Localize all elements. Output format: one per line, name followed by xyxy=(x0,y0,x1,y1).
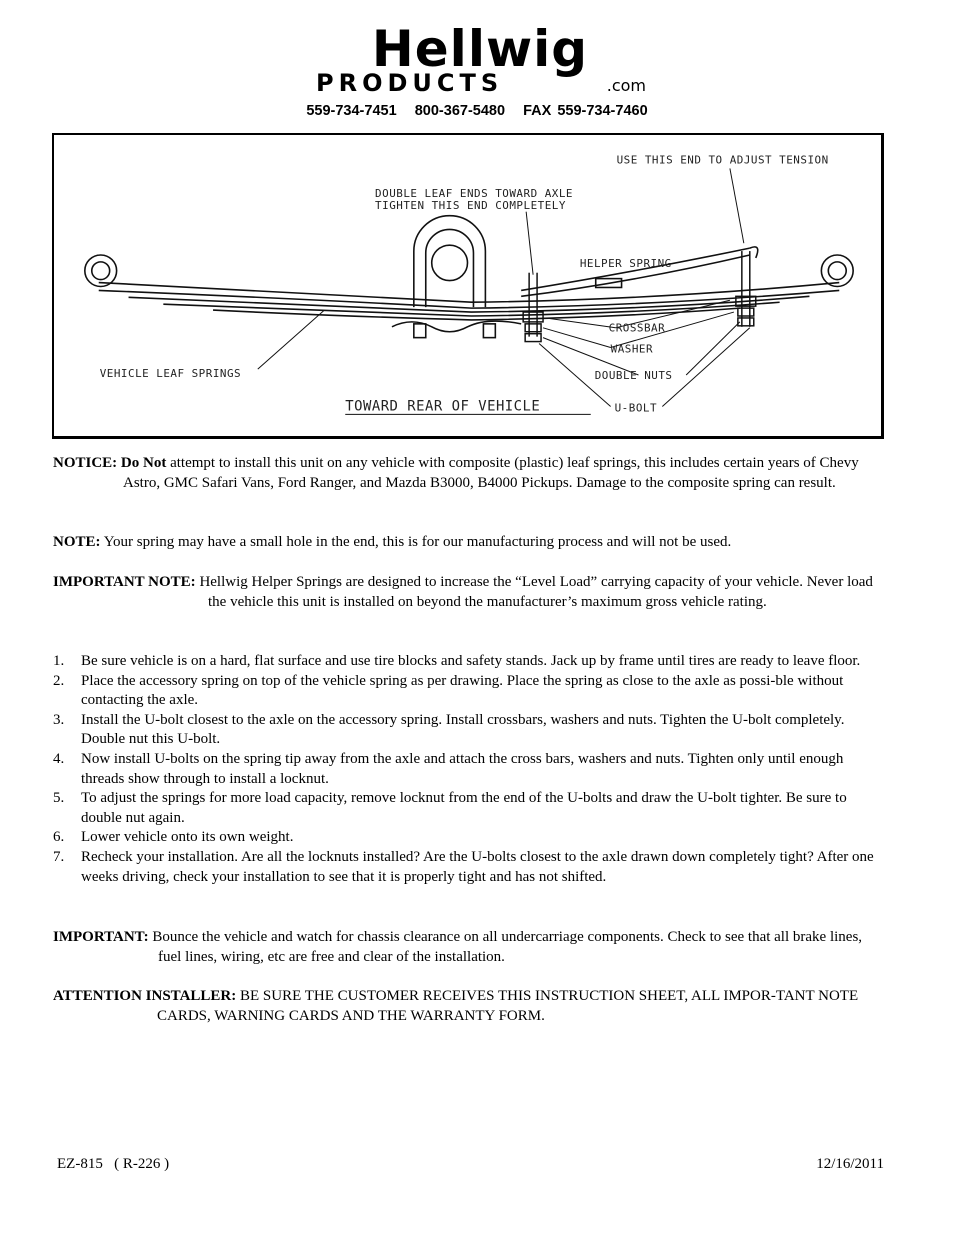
vehicle-leaf-springs xyxy=(99,283,840,320)
label-double-leaf-2: TIGHTEN THIS END COMPLETELY xyxy=(375,198,566,212)
phone-numbers: 559-734-7451 800-367-5480 FAX 559-734-7460 xyxy=(306,103,648,119)
spring-eye-left xyxy=(85,255,117,286)
step-text: Recheck your installation. Are all the locknuts installed? Are the U-bolts closest to the axle drawn down completely tight? After one weeks driving, check your installation to see that it is properly tight and has not shifted. xyxy=(81,848,874,885)
label-helper-spring: HELPER SPRING xyxy=(579,256,672,270)
notice-body: attempt to install this unit on any vehicle with composite (plastic) leaf springs, this includes certain years of Chevy Astro, GMC Safari Vans, Ford Ranger, and Mazda B3000, B4000 Pickups. Damage to the composite spring can result. xyxy=(123,455,859,491)
step-number: 5. xyxy=(53,790,65,807)
important-paragraph xyxy=(53,928,888,967)
important-lead: IMPORTANT: xyxy=(53,929,149,945)
attention-body: BE SURE THE CUSTOMER RECEIVES THIS INSTRUCTION SHEET, ALL IMPOR-TANT NOTE CARDS, WARNING CARDS AND THE WARRANTY FORM. xyxy=(157,988,859,1024)
helper-spring xyxy=(521,247,758,296)
document-date: 12/16/2011 xyxy=(816,1156,884,1172)
step-item xyxy=(53,672,888,711)
step-item xyxy=(53,750,888,789)
notice-lead: NOTICE: Do Not xyxy=(53,455,167,471)
step-item xyxy=(53,828,888,848)
step-item xyxy=(53,711,888,750)
step-number: 1. xyxy=(53,653,65,669)
important-body: Bounce the vehicle and watch for chassis clearance on all undercarriage components. Check to see that all brake lines, fuel lines, wiring, etc are free and clear of the installation. xyxy=(148,929,863,965)
note-paragraph xyxy=(53,533,888,553)
logo-sub: PRODUCTS xyxy=(316,69,504,96)
step-number: 6. xyxy=(53,829,65,846)
label-washer: WASHER xyxy=(610,342,654,356)
spring-eye-right xyxy=(821,255,853,286)
step-text: Lower vehicle onto its own weight. xyxy=(81,829,294,846)
step-number: 7. xyxy=(53,848,65,865)
attention-lead: ATTENTION INSTALLER: xyxy=(53,988,237,1004)
step-text: Place the accessory spring on top of the vehicle spring as per drawing. Place the spring as close to the axle as possi-ble without contacting the axle. xyxy=(81,672,844,709)
logo-suffix: .com xyxy=(606,76,646,95)
label-vehicle-leaf-springs: VEHICLE LEAF SPRINGS xyxy=(99,367,242,380)
important-note-body: Hellwig Helper Springs are designed to increase the “Level Load” carrying capacity of your vehicle. Never load the vehicle this unit is installed on beyond the manufacturer’s maximum gross vehicle rating. xyxy=(195,574,873,610)
note-lead: NOTE: xyxy=(53,534,101,550)
important-note-lead: IMPORTANT NOTE: xyxy=(53,574,196,590)
step-number: 2. xyxy=(53,672,65,689)
step-item xyxy=(53,652,888,672)
step-text: Be sure vehicle is on a hard, flat surface and use tire blocks and safety stands. Jack up by frame until tires are ready to leave floor. xyxy=(81,653,861,669)
spring-diagram xyxy=(52,133,884,439)
note-body: Your spring may have a small hole in the end, this is for our manufacturing process and will not be used. xyxy=(100,534,732,550)
step-text: To adjust the springs for more load capacity, remove locknut from the end of the U-bolts and draw the U-bolt tighter. Be sure to double nut again. xyxy=(81,790,847,826)
step-number: 4. xyxy=(53,750,65,767)
label-double-nuts: DOUBLE NUTS xyxy=(594,369,673,382)
label-crossbar: CROSSBAR xyxy=(608,321,666,335)
step-text: Now install U-bolts on the spring tip away from the axle and attach the cross bars, washers and nuts. Tighten only until enough threads show through to install a locknut. xyxy=(81,750,844,787)
label-u-bolt: U-BOLT xyxy=(614,401,658,415)
hellwig-logo xyxy=(312,26,648,96)
step-item xyxy=(53,848,888,887)
important-note-paragraph xyxy=(53,573,888,612)
document-code: EZ-815 ( R-226 ) xyxy=(57,1156,170,1172)
installation-steps xyxy=(53,652,888,887)
far-u-bolt-assembly xyxy=(736,251,756,327)
step-number: 3. xyxy=(53,711,65,728)
step-text: Install the U-bolt closest to the axle on the accessory spring. Install crossbars, washers and nuts. Tighten the U-bolt completely. Double nut this U-bolt. xyxy=(81,711,845,748)
label-toward-rear: TOWARD REAR OF VEHICLE xyxy=(345,398,541,415)
label-double-leaf-1: DOUBLE LEAF ENDS TOWARD AXLE xyxy=(375,187,573,200)
attention-paragraph xyxy=(53,987,888,1026)
step-item xyxy=(53,789,888,828)
logo-brand: Hellwig xyxy=(371,26,589,78)
notice-paragraph xyxy=(53,454,888,493)
label-use-end: USE THIS END TO ADJUST TENSION xyxy=(616,153,829,167)
